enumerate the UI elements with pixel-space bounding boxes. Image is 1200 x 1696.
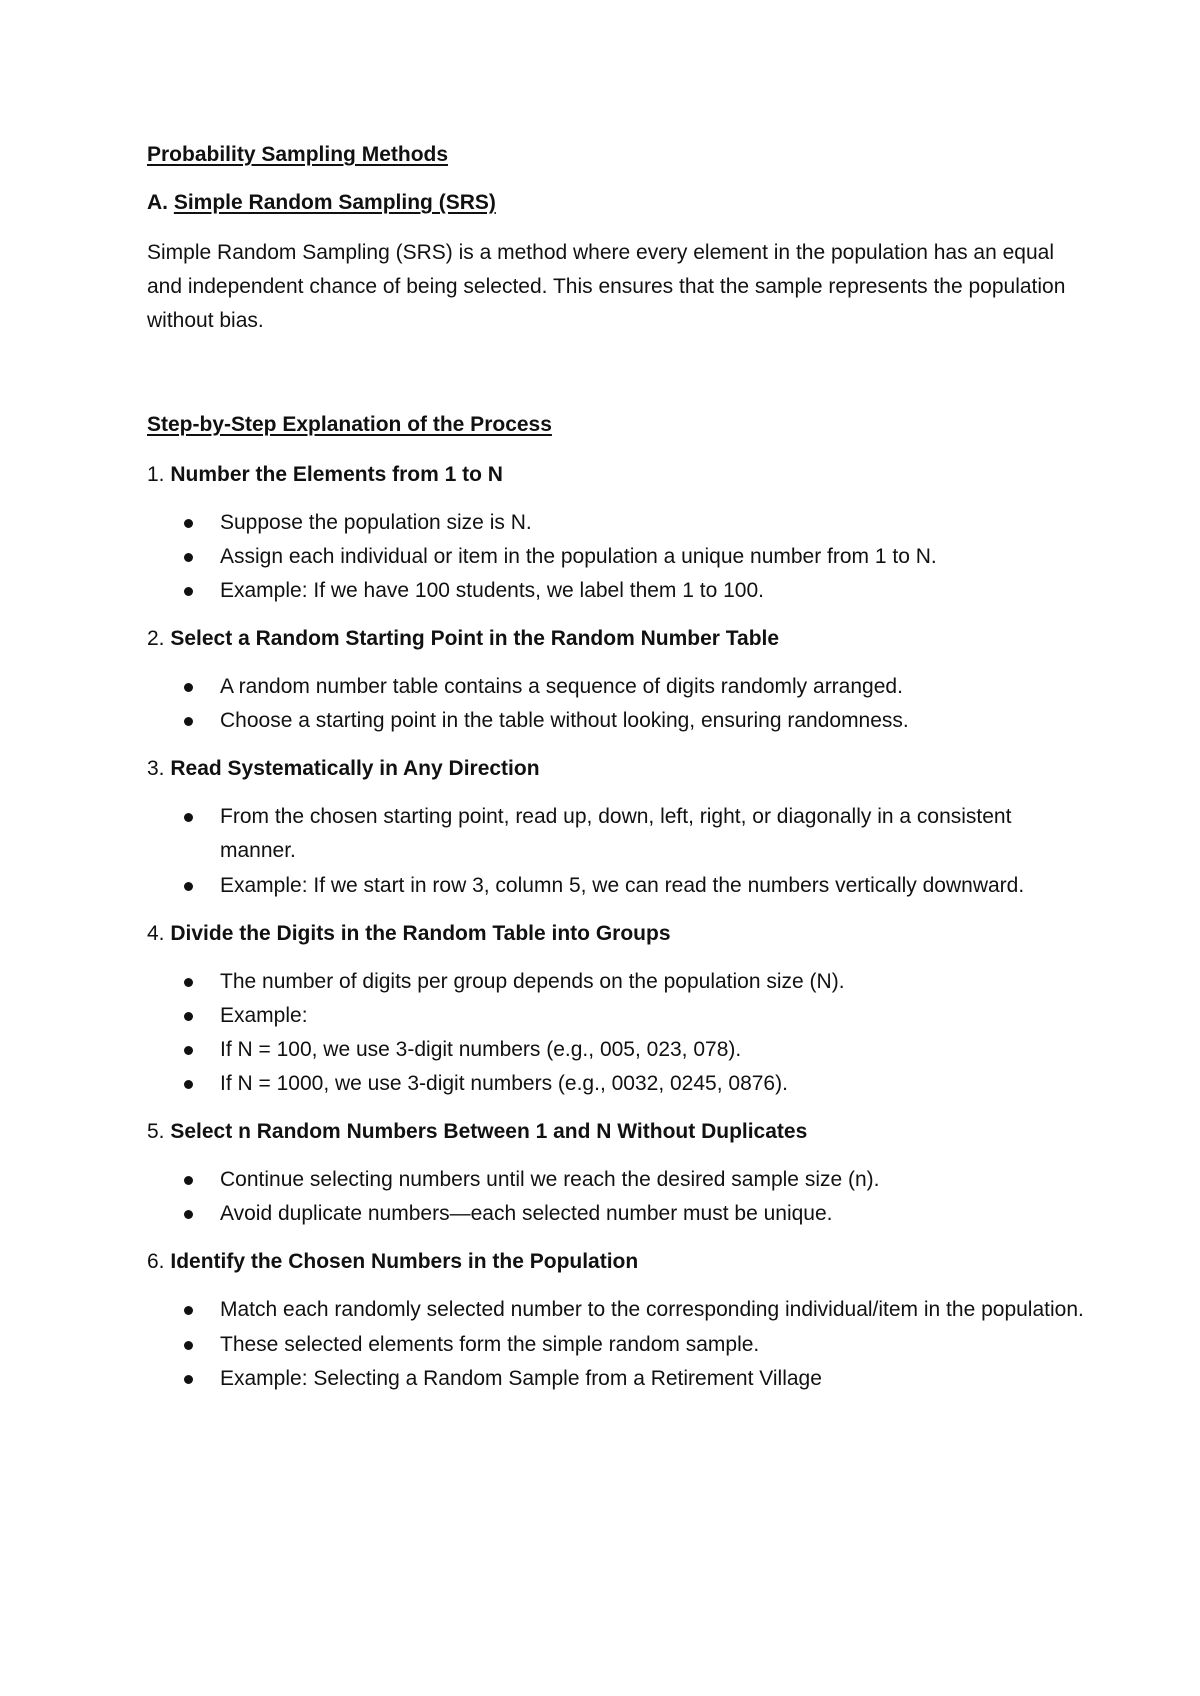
list-item: If N = 1000, we use 3-digit numbers (e.g., 0032, 0245, 0876). xyxy=(220,1067,1087,1101)
subtitle-text: Simple Random Sampling (SRS) xyxy=(173,191,496,214)
step-title: Select n Random Numbers Between 1 and N Without Duplicates xyxy=(170,1120,808,1143)
list-item: Example: Selecting a Random Sample from a Retirement Village xyxy=(220,1362,1087,1396)
steps-heading: Step-by-Step Explanation of the Process xyxy=(147,413,552,436)
document-page xyxy=(147,138,1087,1410)
step-number: 3. xyxy=(147,757,171,780)
step-title: Identify the Chosen Numbers in the Population xyxy=(170,1250,639,1273)
step-number: 6. xyxy=(147,1250,171,1273)
list-item: Continue selecting numbers until we reach the desired sample size (n). xyxy=(220,1163,1087,1197)
bullet-list xyxy=(147,1163,1087,1231)
list-item: From the chosen starting point, read up, down, left, right, or diagonally in a consistent manner. xyxy=(220,800,1087,868)
bullet-list xyxy=(147,670,1087,738)
list-item: The number of digits per group depends on the population size (N). xyxy=(220,965,1087,999)
step-heading xyxy=(147,917,1087,951)
step-heading xyxy=(147,1245,1087,1279)
section-subtitle xyxy=(147,186,1087,220)
document-title: Probability Sampling Methods xyxy=(147,143,449,166)
intro-paragraph: Simple Random Sampling (SRS) is a method where every element in the population has an equal and independent chance of being selected. This ensures that the sample represents the population without bias. xyxy=(147,241,1066,332)
bullet-list xyxy=(147,1293,1087,1396)
step-heading xyxy=(147,752,1087,786)
step-title: Read Systematically in Any Direction xyxy=(170,757,540,780)
step-heading xyxy=(147,622,1087,656)
list-item: Assign each individual or item in the population a unique number from 1 to N. xyxy=(220,540,1087,574)
list-item: Match each randomly selected number to the corresponding individual/item in the population. xyxy=(220,1293,1087,1327)
bullet-list xyxy=(147,965,1087,1101)
list-item: A random number table contains a sequence of digits randomly arranged. xyxy=(220,670,1087,704)
list-item: Suppose the population size is N. xyxy=(220,506,1087,540)
list-item: Example: If we start in row 3, column 5, we can read the numbers vertically downward. xyxy=(220,869,1087,903)
list-item: Choose a starting point in the table without looking, ensuring randomness. xyxy=(220,704,1087,738)
list-item: Example: If we have 100 students, we label them 1 to 100. xyxy=(220,574,1087,608)
list-item: Example: xyxy=(220,999,1087,1033)
step-title: Number the Elements from 1 to N xyxy=(170,463,503,486)
step-heading xyxy=(147,1115,1087,1149)
step-title: Divide the Digits in the Random Table into Groups xyxy=(170,922,671,945)
subtitle-prefix: A. xyxy=(147,191,174,214)
list-item: These selected elements form the simple random sample. xyxy=(220,1328,1087,1362)
step-number: 1. xyxy=(147,463,171,486)
step-number: 4. xyxy=(147,922,171,945)
step-heading xyxy=(147,458,1087,492)
step-title: Select a Random Starting Point in the Random Number Table xyxy=(170,627,780,650)
list-item: Avoid duplicate numbers—each selected number must be unique. xyxy=(220,1197,1087,1231)
step-number: 5. xyxy=(147,1120,171,1143)
list-item: If N = 100, we use 3-digit numbers (e.g., 005, 023, 078). xyxy=(220,1033,1087,1067)
step-number: 2. xyxy=(147,627,171,650)
bullet-list xyxy=(147,800,1087,903)
bullet-list xyxy=(147,506,1087,608)
